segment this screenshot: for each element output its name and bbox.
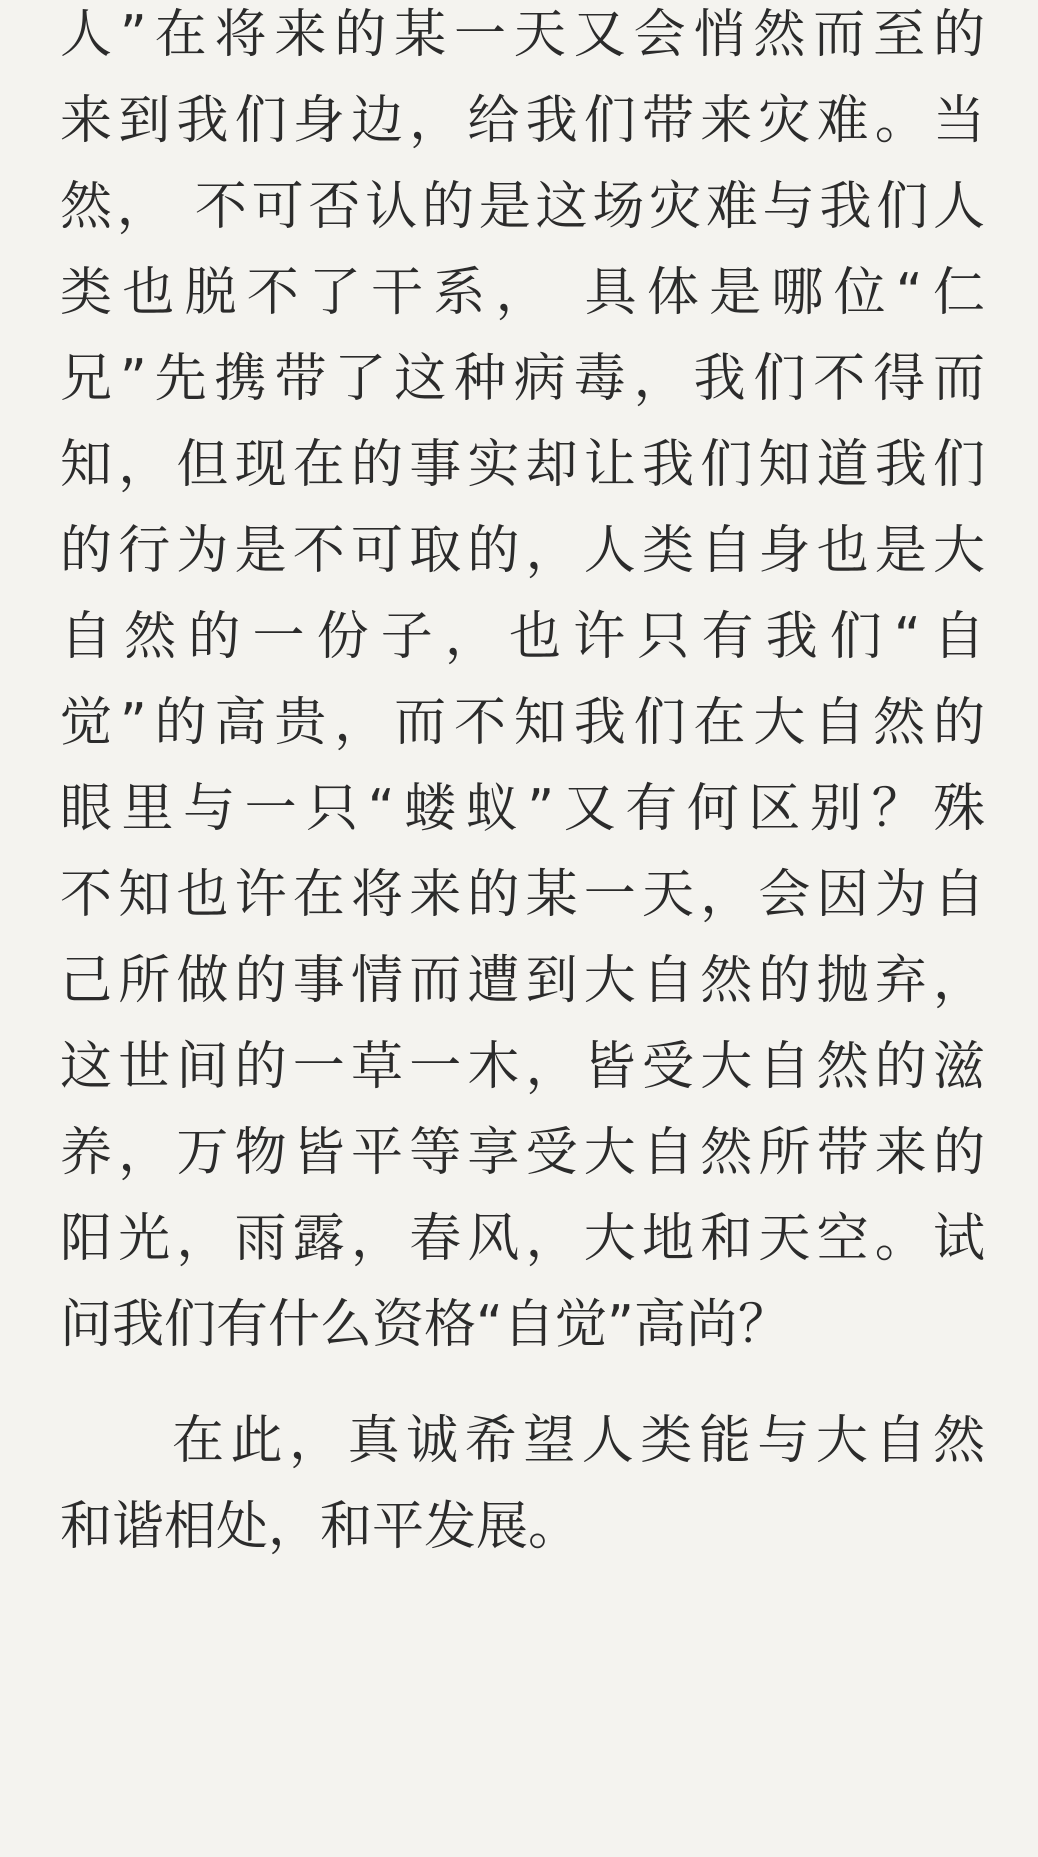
text-line: 问我们有什么资格“自觉”高尚？ bbox=[60, 1295, 790, 1355]
text-line: 自然的一份子，也许只有我们“自 bbox=[60, 607, 985, 667]
text-line: 的行为是不可取的，人类自身也是大 bbox=[60, 521, 985, 581]
text-line: 和谐相处，和平发展。 bbox=[60, 1497, 581, 1557]
text-line: 兄”先携带了这种病毒，我们不得而 bbox=[60, 349, 985, 409]
text-line: 觉”的高贵，而不知我们在大自然的 bbox=[60, 693, 985, 753]
text-line: 阳光，雨露，春风，大地和天空。试 bbox=[60, 1209, 985, 1269]
text-line: 不知也许在将来的某一天，会因为自 bbox=[60, 865, 985, 925]
text-line: 眼里与一只“蝼蚁”又有何区别？殊 bbox=[60, 779, 985, 839]
text-line: 知，但现在的事实却让我们知道我们 bbox=[60, 435, 985, 495]
text-line: 人”在将来的某一天又会悄然而至的 bbox=[60, 5, 985, 65]
text-line: 类也脱不了干系， 具体是哪位“仁 bbox=[60, 263, 985, 323]
text-line: 养，万物皆平等享受大自然所带来的 bbox=[60, 1123, 985, 1183]
text-line: 这世间的一草一木，皆受大自然的滋 bbox=[60, 1037, 985, 1097]
text-line: 己所做的事情而遭到大自然的抛弃， bbox=[60, 951, 985, 1011]
text-line: 来到我们身边，给我们带来灾难。当 bbox=[60, 91, 985, 151]
text-line: 然， 不可否认的是这场灾难与我们人 bbox=[60, 177, 985, 237]
text-line: 在此，真诚希望人类能与大自然 bbox=[172, 1411, 985, 1471]
